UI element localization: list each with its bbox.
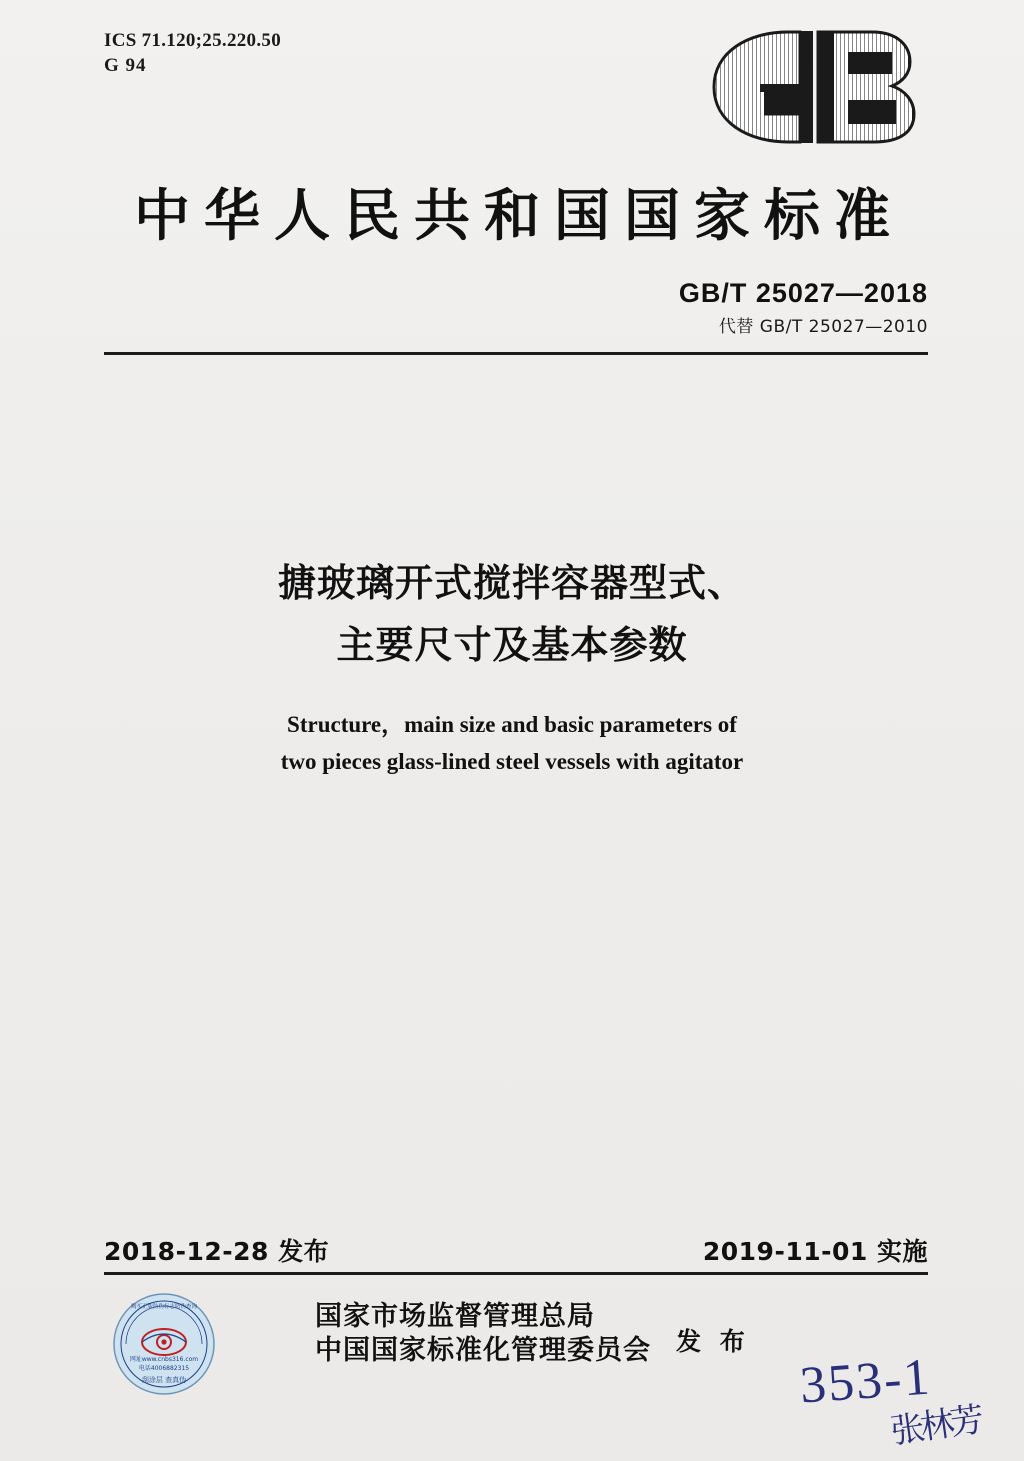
handwritten-signature: 张林芳 [888,1401,983,1452]
page-title-english [0,706,1024,780]
seal-text-top: 购买正版防伪标志防伪查询 [130,1304,197,1310]
issue-date: 2018-12-28 发布 [104,1237,330,1266]
page-title-english-line1: Structure，main size and basic parameters of [287,712,737,737]
handwritten-page-mark: 353-1 [798,1348,934,1415]
national-standard-title: 中华人民共和国国家标准 [134,184,904,249]
gb-logo-icon [696,22,926,152]
page-title-english-line2: two pieces glass-lined steel vessels with agitator [280,749,744,774]
standard-number: GB/T 25027—2018 [678,278,928,308]
implementation-date: 2019-11-01 实施 [702,1237,928,1266]
seal-text-instruction: 刮涂层 查真伪 [141,1376,187,1384]
page-title [0,552,1024,676]
issuing-organization [315,1300,651,1368]
divider-top [104,352,928,355]
page-title-line2: 主要尺寸及基本参数 [336,623,688,667]
ics-classification [104,28,281,78]
ics-code: ICS 71.120;25.220.50 [104,30,282,51]
publish-label: 发 布 [676,1327,750,1356]
issuer-line1: 国家市场监督管理总局 [315,1301,595,1332]
ccs-code: G 94 [104,55,147,76]
divider-bottom [104,1272,928,1275]
seal-text-phone: 电话4006882315 [138,1365,190,1372]
issuer-line2: 中国国家标准化管理委员会 [315,1335,651,1366]
standard-replaces: 代替 GB/T 25027—2010 [718,317,928,337]
seal-text-url: 网址www.cnbs316.com [129,1356,199,1363]
page-title-line1: 搪玻璃开式搅拌容器型式、 [277,561,746,605]
anti-counterfeit-seal-icon [112,1292,216,1396]
